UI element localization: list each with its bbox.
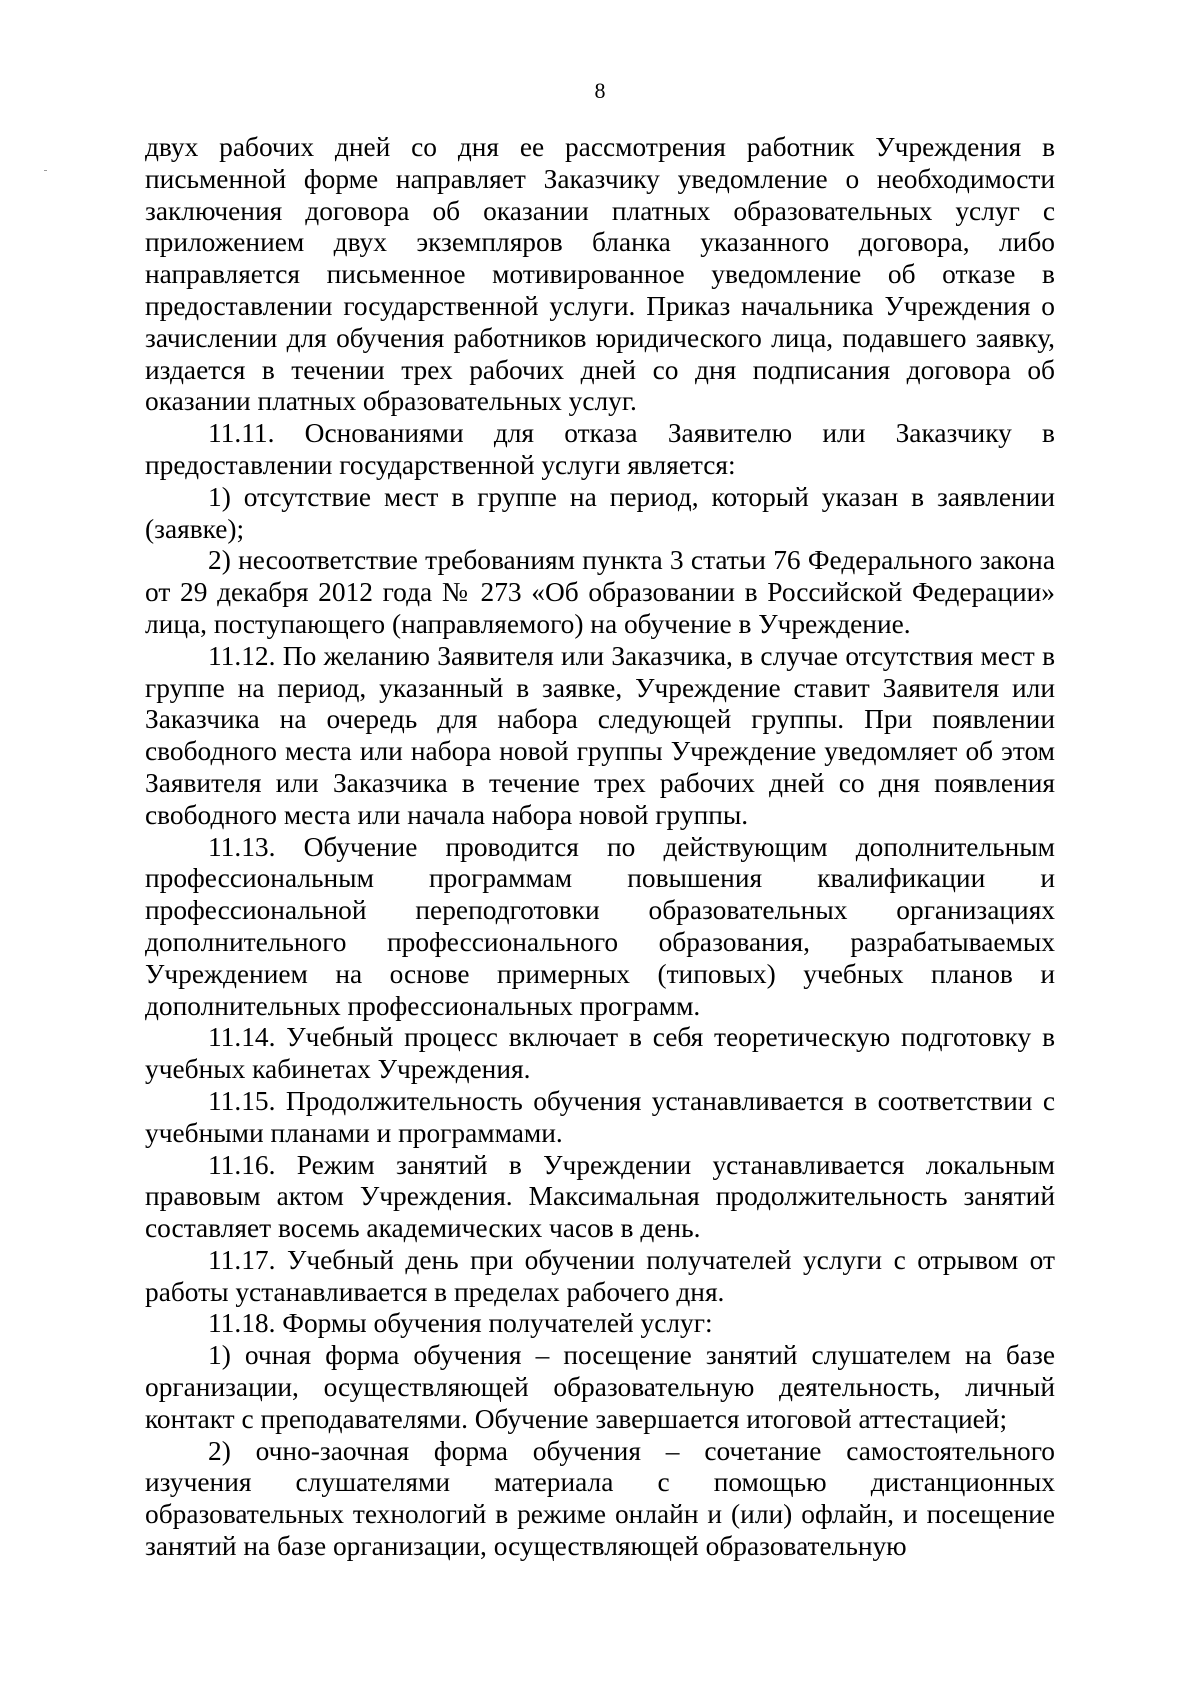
page-number: 8 xyxy=(594,78,606,103)
paragraph-11-13: 11.13. Обучение проводится по действующим дополнительным профессиональным программам повышения квалификации и профессиональной переподготовки образовательных организациях дополнительного профессионального образования, разрабатываемых Учреждением на основе примерных (типовых) учебных планов и дополнительных профессиональных программ. xyxy=(145,831,1055,1021)
paragraph-11-11: 11.11. Основаниями для отказа Заявителю или Заказчику в предоставлении государственной услуги является: xyxy=(145,418,1055,480)
paragraph-11-16: 11.16. Режим занятий в Учреждении устанавливается локальным правовым актом Учреждения. Максимальная продолжительность занятий составляет восемь академических часов в день. xyxy=(145,1149,1055,1244)
document-body xyxy=(145,132,1055,1563)
paragraph-11-15: 11.15. Продолжительность обучения устанавливается в соответствии с учебными планами и программами. xyxy=(145,1085,1055,1148)
paragraph-11-18: 11.18. Формы обучения получателей услуг: xyxy=(208,1308,713,1339)
list-item-full-time: 1) очная форма обучения – посещение занятий слушателем на базе организации, осуществляющей образовательную деятельность, личный контакт с преподавателями. Обучение завершается итоговой аттестацией; xyxy=(145,1340,1055,1434)
paragraph-11-17: 11.17. Учебный день при обучении получателей услуги с отрывом от работы устанавливается в пределах рабочего дня. xyxy=(145,1244,1055,1307)
list-item-2: 2) несоответствие требованиям пункта 3 статьи 76 Федерального закона от 29 декабря 2012 года № 273 «Об образовании в Российской Федерации» лица, поступающего (направляемого) на обучение в Учреждение. xyxy=(145,545,1055,639)
paragraph-11-14: 11.14. Учебный процесс включает в себя теоретическую подготовку в учебных кабинетах Учреждения. xyxy=(145,1022,1055,1085)
list-item-part-time: 2) очно-заочная форма обучения – сочетание самостоятельного изучения слушателями материала с помощью дистанционных образовательных технологий в режиме онлайн и (или) офлайн, и посещение занятий на базе организации, осуществляющей образовательную xyxy=(145,1435,1055,1562)
list-item-1: 1) отсутствие мест в группе на период, который указан в заявлении (заявке); xyxy=(145,481,1055,544)
paragraph-continuation: двух рабочих дней со дня ее рассмотрения работник Учреждения в письменной форме направляет Заказчику уведомление о необходимости заключения договора об оказании платных образовательных услуг с приложением двух экземпляров бланка указанного договора, либо направляется письменное мотивированное уведомление об отказе в предоставлении государственной услуги. Приказ начальника Учреждения о зачислении для обучения работников юридического лица, подавшего заявку, издается в течении трех рабочих дней со дня подписания договора об оказании платных образовательных услуг. xyxy=(145,132,1055,417)
scan-mark xyxy=(44,170,47,171)
paragraph-11-12: 11.12. По желанию Заявителя или Заказчика, в случае отсутствия мест в группе на период, указанный в заявке, Учреждение ставит Заявителя или Заказчика на очередь для набора следующей группы. При появлении свободного места или набора новой группы Учреждение уведомляет об этом Заявителя или Заказчика в течение трех рабочих дней со дня появления свободного места или начала набора новой группы. xyxy=(145,640,1055,830)
